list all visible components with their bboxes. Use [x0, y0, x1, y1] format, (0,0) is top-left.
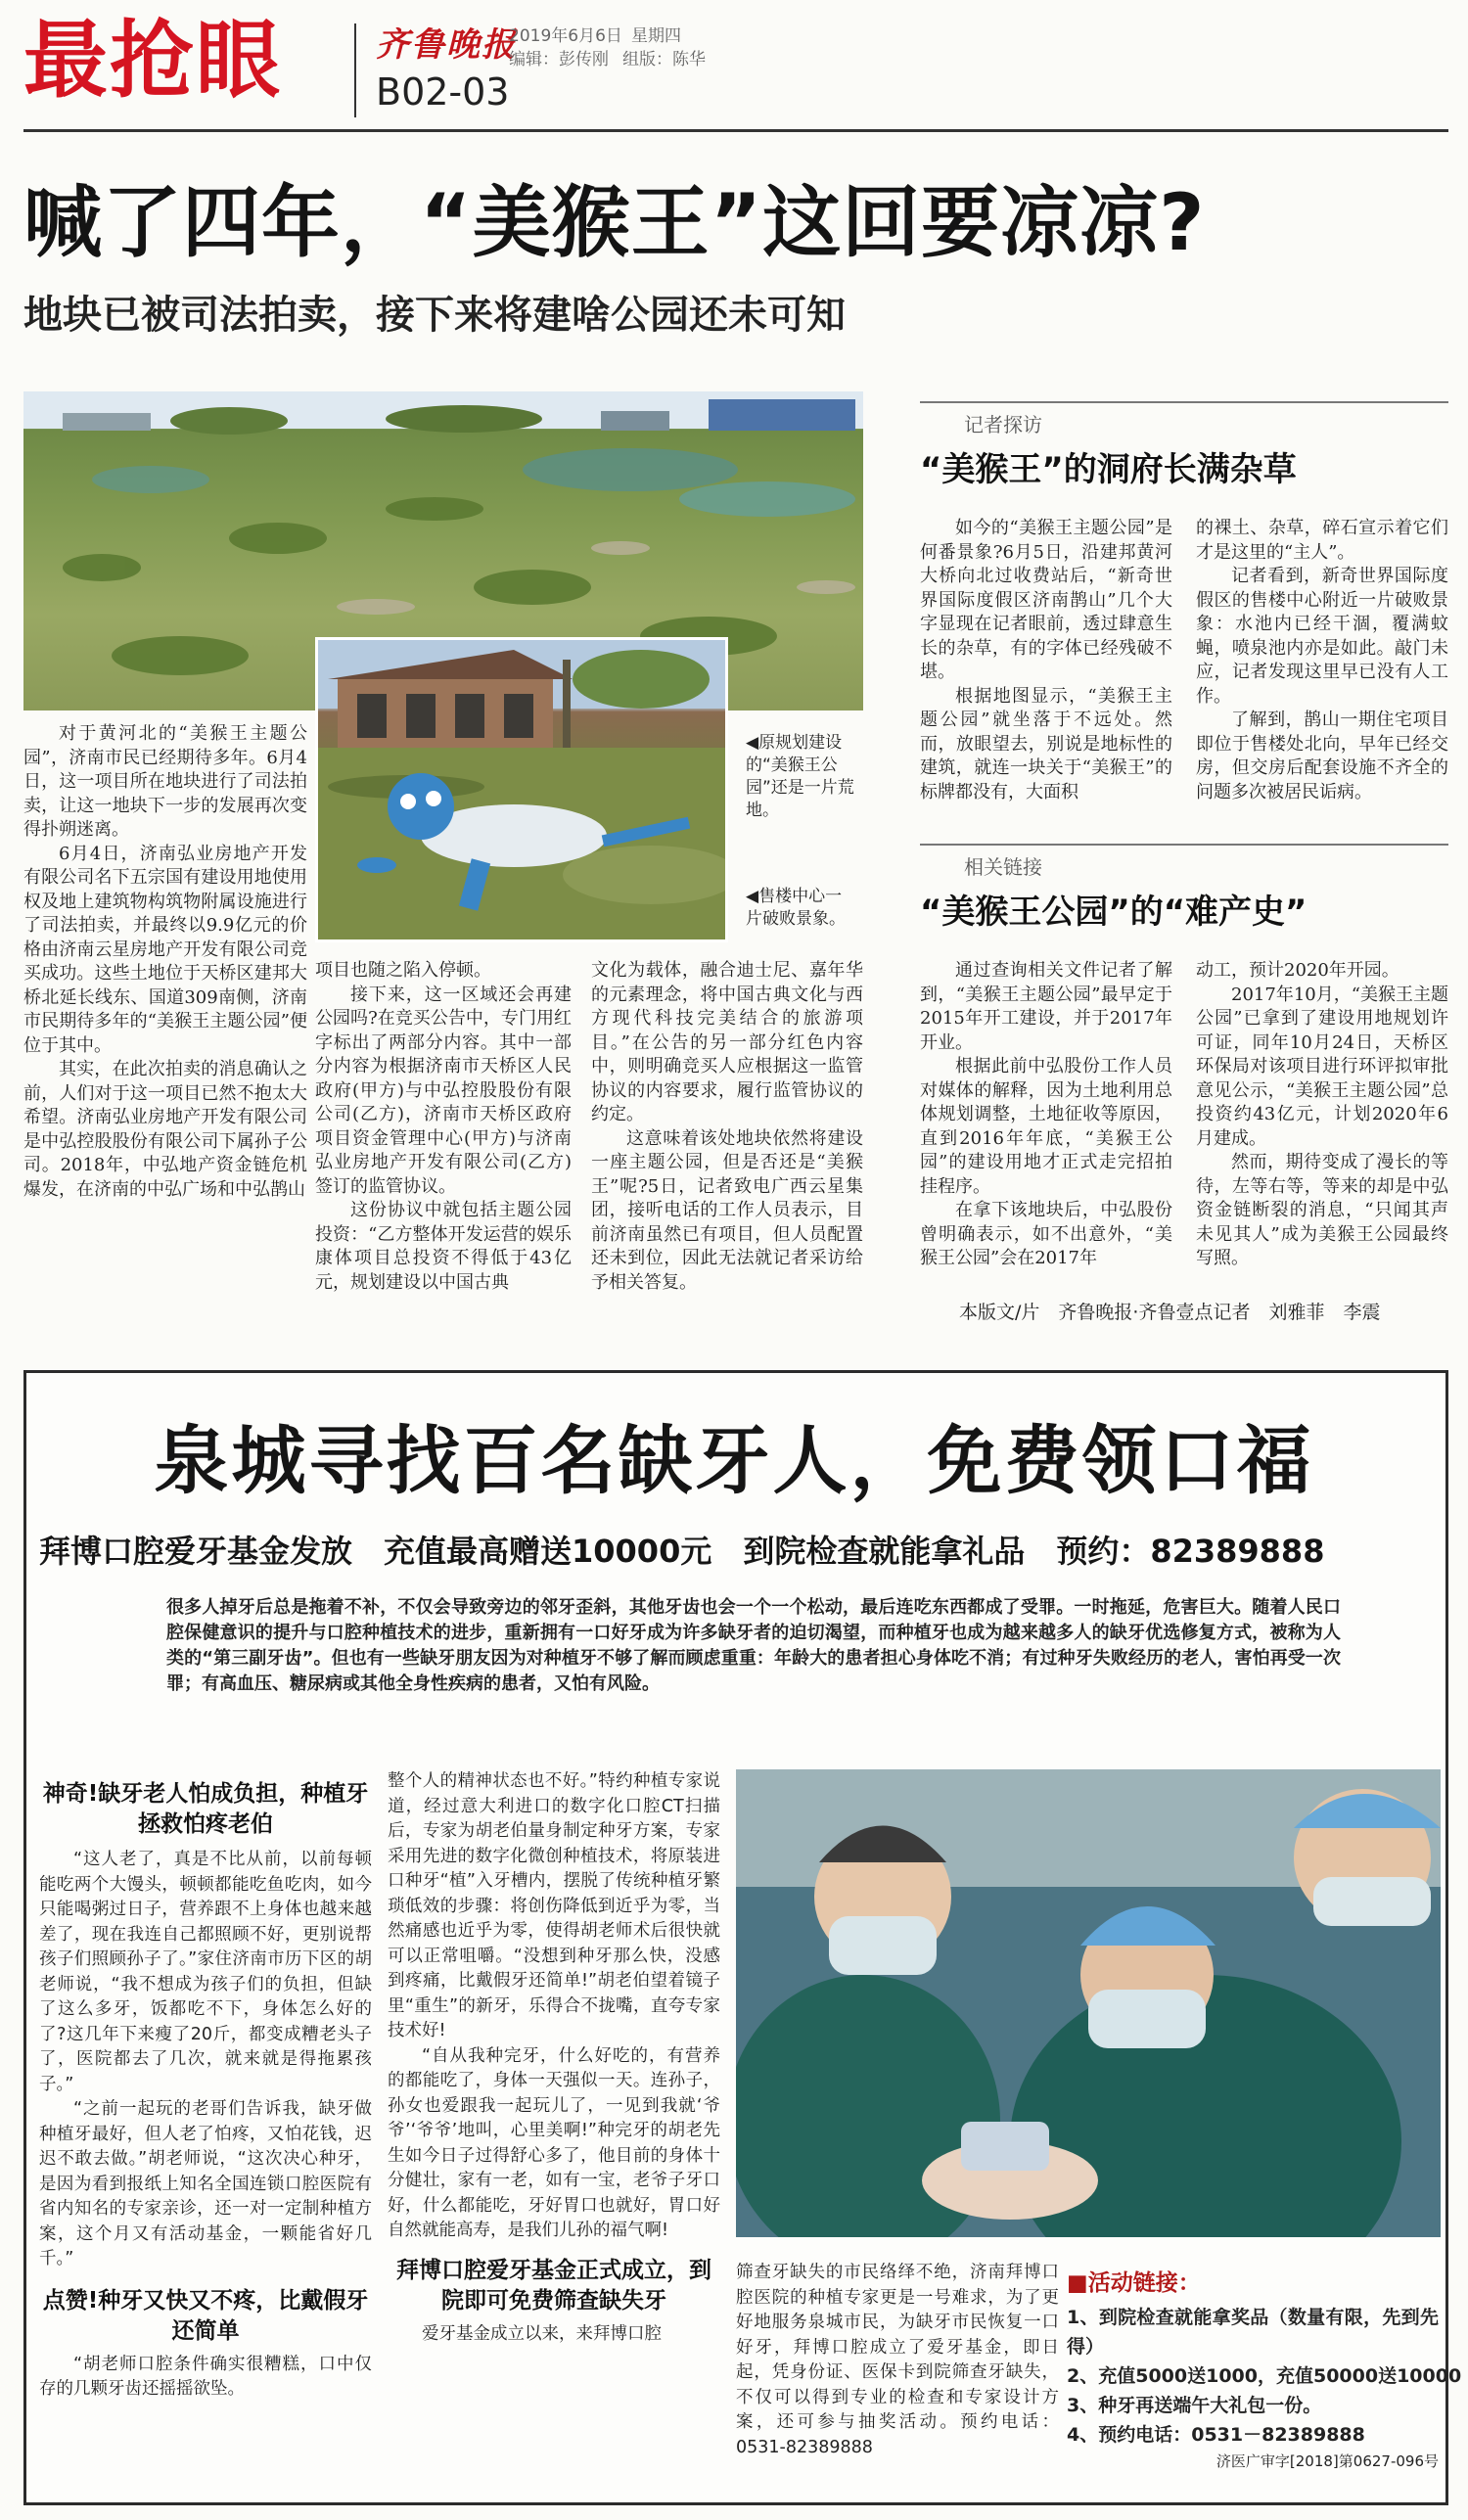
- headline: 喊了四年，“美猴王”这回要凉凉?: [23, 177, 1206, 268]
- activity-item: 1、到院检查就能拿奖品（数量有限，先到先得）: [1067, 2307, 1439, 2358]
- sidebar-paragraph: 在拿下该地块后，中弘股份曾明确表示，如不出意外，“美猴王公园”会在2017年: [920, 1200, 1172, 1268]
- story-paragraph: 6月4日，济南弘业房地产开发有限公司名下五宗国有建设用地使用权及地上建筑物构筑物附属设施进行了司法拍卖，并最终以9.9亿元的价格由济南云星房地产开发有限公司竞买成功。这些土地位于天桥区建邦大桥北延长线东、国道309南侧，济南市民期待多年的“美猴王主题公园”便位于其中。: [23, 843, 307, 1056]
- newspaper-brand: 齐鲁晚报: [376, 25, 517, 65]
- sales-center-illustration: [318, 640, 725, 939]
- story-paragraph: 文化为载体，融合迪士尼、嘉年华的元素理念，将中国古典文化与西方现代科技完美结合的旅游项目。”在公告的另一部分红色内容中，则明确竞买人应根据这一监管协议的内容要求，履行监管协议的约定。: [591, 960, 863, 1124]
- sidebar-title-link: “美猴王公园”的“难产史”: [920, 893, 1307, 932]
- ad-paragraph: “这人老了，真是不比从前，以前每顿能吃两个大馒头，顿顿都能吃鱼吃肉，如今只能喝粥过日子，营养跟不上身体也越来越差了，现在我连自己都照顾不好，更别说帮孩子们照顾孙子了。”家住济南市历下区的胡老师说，“我不想成为孩子们的负担，但缺了这么多牙，饭都吃不下，身体怎么好的了?这几年下来瘦了20斤，都变成糟老头子了，医院都去了几次，就来就是得拖累孩子。”: [39, 1850, 372, 2094]
- activity-item: 4、预约电话：0531－82389888: [1067, 2424, 1365, 2446]
- issue-weekday: 星期四: [631, 26, 681, 46]
- sidebar-link-col-b: [1196, 959, 1448, 1271]
- sidebar-paragraph: 记者看到，新奇世界国际度假区的售楼中心附近一片破败景象：水池内已经干涸，覆满蚊蝇，喷泉池内亦是如此。敲门未应，记者发现这里早已没有人工作。: [1196, 566, 1448, 707]
- caption-inset-photo: ◀售楼中心一片破败景象。: [746, 887, 846, 929]
- editor-credit: 编辑：彭传刚: [509, 50, 609, 69]
- sidebar-paragraph: 动工，预计2020年开园。: [1196, 960, 1399, 981]
- designer-credit: 组版：陈华: [622, 50, 706, 69]
- activity-item: 2、充值5000送1000，充值50000送10000: [1067, 2365, 1462, 2387]
- ad-column-1: [39, 1779, 372, 2403]
- ad-paragraph: “自从我种完牙，什么好吃的，有营养的都能吃了，身体一天强似一天。连孙子，孙女也爱跟我一起玩儿了，一见到我就‘爷爷’‘爷爷’地叫，心里美啊!”种完牙的胡老先生如今日子过得舒心多了，他目前的身体十分健壮，家有一老，如有一宝，老爷子牙口好，什么都能吃，牙好胃口也就好，胃口好自然就能高寿，是我们儿孙的福气啊!: [388, 2045, 720, 2240]
- header-divider: [354, 23, 356, 117]
- sidebar-label-visit: 记者探访: [964, 413, 1042, 436]
- sidebar-paragraph: 了解到，鹊山一期住宅项目即位于售楼处北向，早年已经交房，但交房后配套设施不齐全的问题多次被居民诟病。: [1196, 710, 1448, 802]
- header-rule: [23, 129, 1448, 132]
- sidebar-paragraph: 的裸土、杂草，碎石宣示着它们才是这里的“主人”。: [1196, 518, 1448, 563]
- story-paragraph: 对于黄河北的“美猴王主题公园”，济南市民已经期待多年。6月4日，这一项目所在地块进行了司法拍卖，让这一地块下一步的发展再次变得扑朔迷离。: [23, 723, 307, 840]
- sidebar-paragraph: 根据地图显示，“美猴王主题公园”就坐落于不远处。然而，放眼望去，别说是地标性的建筑，就连一块关于“美猴王”的标牌都没有，大面积: [920, 685, 1172, 802]
- sidebar-rule: [920, 844, 1448, 846]
- sidebar-title-visit: “美猴王”的洞府长满杂草: [920, 450, 1297, 489]
- ad-heading: 神奇!缺牙老人怕成负担，种植牙拯救怕疼老伯: [42, 1781, 369, 1837]
- photo-credit: 本版文/片 齐鲁晚报·齐鲁壹点记者 刘雅菲 李震: [959, 1302, 1381, 1323]
- sidebar-rule: [920, 401, 1448, 403]
- ad-license: 济医广审字[2018]第0627-096号: [1216, 2452, 1439, 2470]
- ad-column-2: [388, 1769, 720, 2347]
- sidebar-paragraph: 然而，期待变成了漫长的等待，左等右等，等来的却是中弘资金链断裂的消息，“只闻其声未见其人”成为美猴王公园最终写照。: [1196, 1152, 1448, 1268]
- ad-title: 泉城寻找百名缺牙人，免费领口福: [154, 1417, 1314, 1504]
- story-paragraph: 接下来，这一区域还会再建公园吗?在竞买公告中，专门用红字标出了两部分内容。其中一部分内容为根据济南市天桥区人民政府(甲方)与中弘控股股份有限公司(乙方)，济南市天桥区政府项目资金管理中心(甲方)与济南弘业房地产开发有限公司(乙方)签订的监管协议。: [315, 984, 572, 1197]
- ad-column-3: [736, 2261, 1059, 2460]
- page-code: B02-03: [376, 70, 510, 114]
- sidebar-paragraph: 通过查询相关文件记者了解到，“美猴王主题公园”最早定于2015年开工建设，并于2017年开业。: [920, 960, 1172, 1053]
- surgery-illustration: [736, 1769, 1441, 2237]
- photo-sales-center: [315, 637, 728, 942]
- story-column-1: [23, 722, 307, 1202]
- ad-paragraph: 筛查牙缺失的市民络绎不绝，济南拜博口腔医院的种植专家更是一号难求，为了更好地服务泉城市民，为缺牙市民恢复一口好牙，拜博口腔成立了爱牙基金，即日起，凭身份证、医保卡到院筛查牙缺失，不仅可以得到专业的检查和专家设计方案，还可参与抽奖活动。预约电话：0531-82389888: [736, 2263, 1059, 2457]
- activity-title: ■活动链接：: [1067, 2270, 1201, 2296]
- sidebar-visit-col-a: [920, 517, 1172, 804]
- activity-item: 3、种牙再送端午大礼包一份。: [1067, 2395, 1322, 2416]
- ad-paragraph: 爱牙基金成立以来，来拜博口腔: [422, 2323, 662, 2344]
- activity-box: [1067, 2268, 1462, 2494]
- story-paragraph: 其实，在此次拍卖的消息确认之前，人们对于这一项目已然不抱太大希望。济南弘业房地产开发有限公司是中弘控股股份有限公司下属孙子公司。2018年，中弘地产资金链危机爆发，在济南的中弘广场和中弘鹊山: [23, 1059, 307, 1200]
- story-paragraph: 这意味着该处地块依然将建设一座主题公园，但是否还是“美猴王”呢?5日，记者致电广西云星集团，接听电话的工作人员表示，目前济南虽然已有项目，但人员配置还未到位，因此无法就记者采访给予相关答复。: [591, 1127, 863, 1293]
- caption-main-photo: ◀原规划建设的“美猴王公园”还是一片荒地。: [746, 733, 854, 820]
- story-paragraph: 项目也随之陷入停顿。: [315, 960, 491, 981]
- story-column-2: [315, 959, 572, 1295]
- sidebar-label-link: 相关链接: [964, 855, 1042, 879]
- sidebar-visit-col-b: [1196, 517, 1448, 804]
- ad-intro: 很多人掉牙后总是拖着不补，不仅会导致旁边的邻牙歪斜，其他牙齿也会一个一个松动，最后连吃东西都成了受罪。一时拖延，危害巨大。随着人民口腔保健意识的提升与口腔种植技术的进步，重新拥有一口好牙成为许多缺牙者的迫切渴望，而种植牙也成为越来越多人的缺牙优选修复方式，被称为人类的“第三副牙齿”。但也有一些缺牙朋友因为对种植牙不够了解而顾虑重重：年龄大的患者担心身体吃不消；有过种牙失败经历的老人，害怕再受一次罪；有高血压、糖尿病或其他全身性疾病的患者，又怕有风险。: [166, 1597, 1341, 1694]
- ad-heading: 点赞!种牙又快又不疼，比戴假牙还简单: [42, 2287, 369, 2344]
- photo-dental-surgery: [736, 1769, 1441, 2237]
- issue-date: 2019年6月6日: [509, 26, 622, 46]
- sidebar-link-col-a: [920, 959, 1172, 1271]
- ad-paragraph: “胡老师口腔条件确实很糟糕，口中仅存的几颗牙齿还摇摇欲坠。: [39, 2354, 372, 2399]
- ad-paragraph: 整个人的精神状态也不好。”特约种植专家说道，经过意大利进口的数字化口腔CT扫描后，专家为胡老伯量身制定种牙方案，专家采用先进的数字化微创种植技术，将原装进口种牙“植”入牙槽内，摆脱了传统种植牙繁琐低效的步骤：将创伤降低到近乎为零，当然痛感也近乎为零，使得胡老师术后很快就可以正常咀嚼。“没想到种牙那么快，没感到疼痛，比戴假牙还简单!”胡老伯望着镜子里“重生”的新牙，乐得合不拢嘴，直夸专家技术好!: [388, 1771, 720, 2040]
- ad-heading: 拜博口腔爱牙基金正式成立，到院即可免费筛查缺失牙: [396, 2257, 711, 2314]
- ad-subtitle: 拜博口腔爱牙基金发放 充值最高赠送10000元 到院检查就能拿礼品 预约：82389888: [39, 1533, 1325, 1570]
- section-title: 最抢眼: [23, 12, 282, 110]
- sidebar-paragraph: 根据此前中弘股份工作人员对媒体的解释，因为土地利用总体规划调整，土地征收等原因，直到2016年年底，“美猴王公园”的建设用地才正式走完招拍挂程序。: [920, 1056, 1172, 1197]
- subheadline: 地块已被司法拍卖，接下来将建啥公园还未可知: [23, 293, 846, 338]
- sidebar-paragraph: 如今的“美猴王主题公园”是何番景象?6月5日，沿建邦黄河大桥向北过收费站后，“新奇世界国际度假区济南鹊山”几个大字显现在记者眼前，透过肆意生长的杂草，有的字体已经残破不堪。: [920, 518, 1172, 682]
- story-paragraph: 这份协议中就包括主题公园投资：“乙方整体开发运营的娱乐康体项目总投资不得低于43亿元，规划建设以中国古典: [315, 1200, 572, 1293]
- sidebar-paragraph: 2017年10月，“美猴王主题公园”已拿到了建设用地规划许可证，同年10月24日，天桥区环保局对该项目进行环评拟审批意见公示，“美猴王主题公园”总投资约43亿元，计划2020年6月建成。: [1196, 984, 1448, 1149]
- ad-paragraph: “之前一起玩的老哥们告诉我，缺牙做种植牙最好，但人老了怕疼，又怕花钱，迟迟不敢去做。”胡老师说，“这次决心种牙，是因为看到报纸上知名全国连锁口腔医院有省内知名的专家亲诊，还一对一定制种植方案，这个月又有活动基金，一颗能省好几千。”: [39, 2099, 372, 2268]
- story-column-3: [591, 959, 863, 1295]
